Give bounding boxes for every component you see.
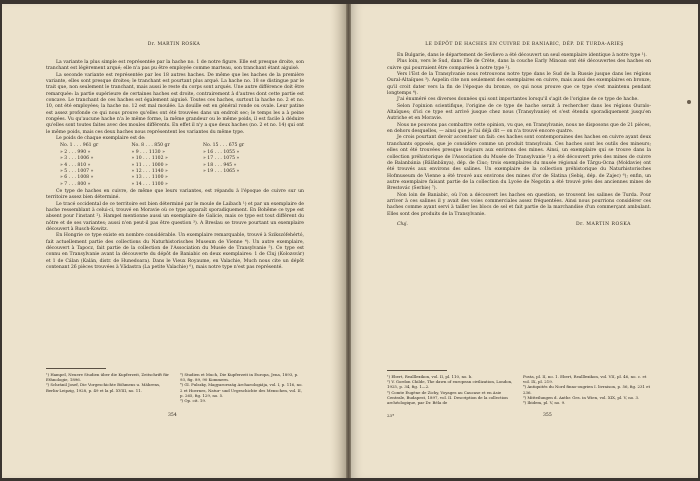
weights-cell: » 19 . . . 1065 » [203,168,240,174]
weights-cell [203,182,280,188]
signature-block [387,218,651,230]
footnote: Posta, pl. II, no. 1. Ebert, Realllexikon, vol. VII, pl. 46, no. c. et vol. IX, pl. 219. [523,374,647,385]
right-paragraph: En Bulgarie, dans le département de Sevlievo a été découvert un seul exemplaire identique à notre type ¹). [397,53,647,58]
right-paragraph: Vers l'Est de la Transylvanie nous retrouvons notre type dans le Sud de la Russie jusque dans les régions Oural-Altaïques ³). Aspelin cite non seulement des exemplaires en cuivre, mais aussi des exemplaires en bronze, qu'il croit dater vers la fin de l'époque du bronze, ce qui nous prouve que ce type s'est maintenu pendant longtemps ⁴). [387,72,651,97]
footnote: ⁴) Antiquités du Nord finno-ougrien I. livraison, p. 56, fig. 231 et 236. [523,384,651,395]
weights-cell: No. 15 . . . 675 gr [203,143,245,149]
weights-cell: » 11 . . . 1000 » [131,162,168,168]
left-page-number: 354 [168,413,177,418]
signature-author: Dr. MARTIN ROSKA [576,221,631,227]
right-paragraph: Non loin de Baniabic, où l'on a découvert les haches en question, se trouvent les salines de Turda. Pour arriver à ces salines il y avait des voies commerciales assez fréquentées. Ainsi nous pourrions considérer ces haches comme ayant servi à tailler les blocs de sel et fait partie de la marchandise d'un commerçant ambulant. Elles sont des produits de la Transylvanie. [387,192,651,217]
left-page [2,4,346,478]
footnote: ³) Studien et Much, Die Kupferzeit in Europa, Jena, 1893, p. 93, fig. 89, 90 Kommern. [180,372,299,383]
left-paragraph: Ce type de haches en cuivre, de même que leurs variantes, est répandu à l'époque de cuivre sur un territoire assez bien déterminé. [46,188,304,201]
weights-cell: » 13 . . . 1100 » [131,175,168,181]
right-page-number: 355 [543,413,552,418]
weights-cell: No. 8 . . . 850 gr [131,143,170,149]
left-running-header: Dr. MARTIN ROSKA [147,42,201,47]
weights-cell: » 18 . . . 945 » [203,162,237,168]
weights-row [60,182,280,188]
footnote: ¹) Hampel, Neuere Studien über die Kupferzeit, Zeitschrift für Ethnologie, 1896. [46,372,170,383]
footnote: ¹) Ebert, Realllexikon, vol. II, pl. 110, no. b. [387,374,473,379]
weights-cell: » 4 . . . 810 » [60,162,91,168]
weights-cell: » 2 . . . 990 » [60,149,91,155]
footnote-column [387,374,515,405]
weights-cell: » 3 . . . 1006 » [60,156,94,162]
left-paragraph: Le poids de chaque exemplaire est de: [56,136,146,142]
footnote-rule [46,368,106,369]
footnote: ⁵) Mitteilungen d. Anthr. Ges. in Wien, vol. XIX, pl. V, no. 3. [523,394,640,400]
footnote-column [46,372,170,403]
right-body-text [387,53,651,230]
weights-cell: » 6 . . . 1008 » [60,175,94,181]
footnote: ³) Comte Eugène de Zichy, Voyages au Caucase et en Asie Centrale, Budapest, 1897, vol. II. Description de la collection archéologique, par Dr. Béla de [387,389,508,406]
weights-cell: » 5 . . . 1007 » [60,168,94,174]
footnote-column [180,372,304,403]
weights-cell: » 10 . . . 1102 » [131,156,168,162]
weights-cell: No. 1 . . . 961 gr [60,143,99,149]
right-paragraph: Selon l'opinion scientifique, l'origine de ce type de hache serait à rechercher dans les régions Ouralo-Altaïques; d'ici ce type est arrivé jusque chez nous (Transylvanie) et s'est étendu sporadiquement jusqu'en Autriche et en Moravie. [387,103,651,122]
left-paragraph: Le tracé occidental de ce territoire est bien déterminé par le moule de Laibach ¹) et par un exemplaire de hache ressemblant à celui-ci, trouvé en Moravie où ce type apparaît sporadiquement. En Bohême ce type est absent pour l'instant ²). Hampel mentionne aussi un exemplaire de Galicie, mais ce type est tout différent du nôtre et de ses variantes; aussi n'en peut-il pas être question ³). A Breslau se trouve pourtant un exemplaire découvert à Rusch-Kowitz. [46,201,304,232]
footnote: ⁵) Op. cit. 19. [180,398,207,404]
weights-table [60,143,280,187]
footnote-rule [387,370,447,371]
weights-cell: » 17 . . . 1075 » [203,156,240,162]
weights-cell: » 14 . . . 1100 » [131,181,168,187]
left-paragraph: La variante la plus simple est représentée par la hache no. 1 de notre figure. Elle est presque droite, son tranchant est légèrement arqué; elle n'a pas pu être employée comme marteau, son tranchant étant aiguisé. [46,60,304,72]
weights-cell: » 9 . . . 1130 » [131,149,165,155]
footnote: ²) V. Gordon Childe, The dawn of european civilization, London, 1925, p. 34, fig. 1—2. [387,379,513,390]
left-paragraph: La seconde variante est représentée par les 18 autres haches. De même que les haches de la première variante, elles sont presque droites; le tranchant est pourtant plus arqué. La hache no. 18 se distingue par le trait que, non seulement le tranchant, mais aussi le reste du corps sont arqués. Une autre différence doit être remarquée: la partie supérieure de certaines haches est droite, contrairement à d'autres dont cette partie est concave. Le tranchant de ces haches est également aiguisé. Toutes ces haches, surtout la hache no. 2 et no. 10, ont été employées; la hache no. 12 est mal moulée. La douille est en général ronde ou ovale. Leur patine est assez profonde ce qui nous prouve qu'elles ont été trouvées dans un endroit sec; le temps les a à peine rongées. Vu qu'aucune hache n'a le même forme, la même grandeur ou le même poids, il est facile à déduire qu'elles sont toutes faites avec des moules différents. En effet il n'y a que deux haches (no. 2 et no. 14) qui ont le même poids, mais ces deux haches nous représentent les variantes du même type. [46,72,305,135]
right-paragraph: Je crois pourtant devoir accentuer un fait: ces haches sont contemporaines des haches en cuivre ayant deux tranchants opposés, que je considère comme un produit transylvain. Ces haches sont les outils des mineurs; elles ont été trouvées presque toujours aux environs des mines. Ainsi, un exemplaire qui se trouve dans la collection préhistorique de l'Association du Musée de Transylvanie ⁵) a été découvert près des mines de cuivre de Balanbánia (Bălănbănya), dép. de Ciuc; trois exemplaires du musée régional de Târgu-Ocna (Moldavie) ont été trouvés aux environs des salines. Un exemplaire de la collection préhistorique du Naturhistorisches Hofmuseum de Vienne a été trouvé aux environs des mines d'or de Slatina (Sebiş, dép. de Zajec) ⁶); enfin, un autre exemplaire faisant partie de la collection du Lycée de Negotin a été trouvé près des anciennes mines de Brestovác (Serbie) ⁷). [387,135,651,192]
right-paragraph: Nous ne pouvons pas combattre cette opinion, vu que, en Transylvanie, nous ne disposons que de 21 pièces, en dehors desquelles, — ainsi que je l'ai déjà dit — on n'a trouvé encore quatre. [387,122,651,135]
footnote-column [523,374,651,405]
left-footnotes [46,372,304,403]
binding-hole-mark [687,100,691,104]
footnote: ⁴) Gl. Pulszky, Magyarország Archaeologiája, vol. I, p. 116, no. 2 et Hoernes, Natur- und Urgeschichte des Menschen, vol. II, p. 265, fig. 129, no. 5. [180,382,303,398]
right-paragraph: Plus loin, vers le Sud, dans l'île de Crète, dans la couche Early Minoan ont été découvertes des haches en cuivre qui pourraient être comparées à notre type ²). [387,59,651,71]
weights-cell: » 7 . . . 800 » [60,181,91,187]
right-running-header: LE DÉPÔT DE HACHES EN CUIVRE DE BANIABIC, DÉP. DE TURDA-ARIEŞ [425,42,624,47]
right-paragraph: J'ai énuméré ces diverses données qui sont importantes lorsqu'il s'agit de l'origine de ce type de hache. [397,97,639,103]
weights-cell: » 12 . . . 1140 » [131,168,168,174]
left-body-text [46,60,304,271]
printer-signature-mark: 23* [387,413,395,418]
weights-cell: » 16 . . . 1055 » [203,149,240,155]
right-footnotes [387,374,651,405]
signature-place: Cluj. [397,221,408,227]
left-paragraph: En Hongrie ce type existe en nombre considérable. Un exemplaire remarquable, trouvé à Szikszófehértó, fait actuellement partie des collections du Naturhistorisches Museum de Vienne ⁴). Un autre exemplaire, découvert à Tapocz, fait partie de la collection de l'Association du Musée de Transylvanie ⁵). Ce type est connu en Transylvanie avant la découverte du dépôt de Baniabic en deux exemplaires: 1 de Cluj (Kolozsvár) et 1 de Cálan (Kalán, distr. de Hunedoara). Dans le Vieux Royaume, en Valachie, Much nous cite un dépôt contenant 26 pièces trouvées à Vădastra (La petite Valachie) ⁶), mais notre type n'est pas représenté. [46,233,304,270]
right-page [351,4,698,478]
footnote: ⁶) Ibidem, pl. V, no. 9. [523,400,566,406]
footnote: ²) Schránil Josef, Die Vorgeschichte Böhmens u. Mährens, Berlin-Leipzig, 1928, p. 49 et la pl. XVIII, no. 11. [46,382,161,393]
